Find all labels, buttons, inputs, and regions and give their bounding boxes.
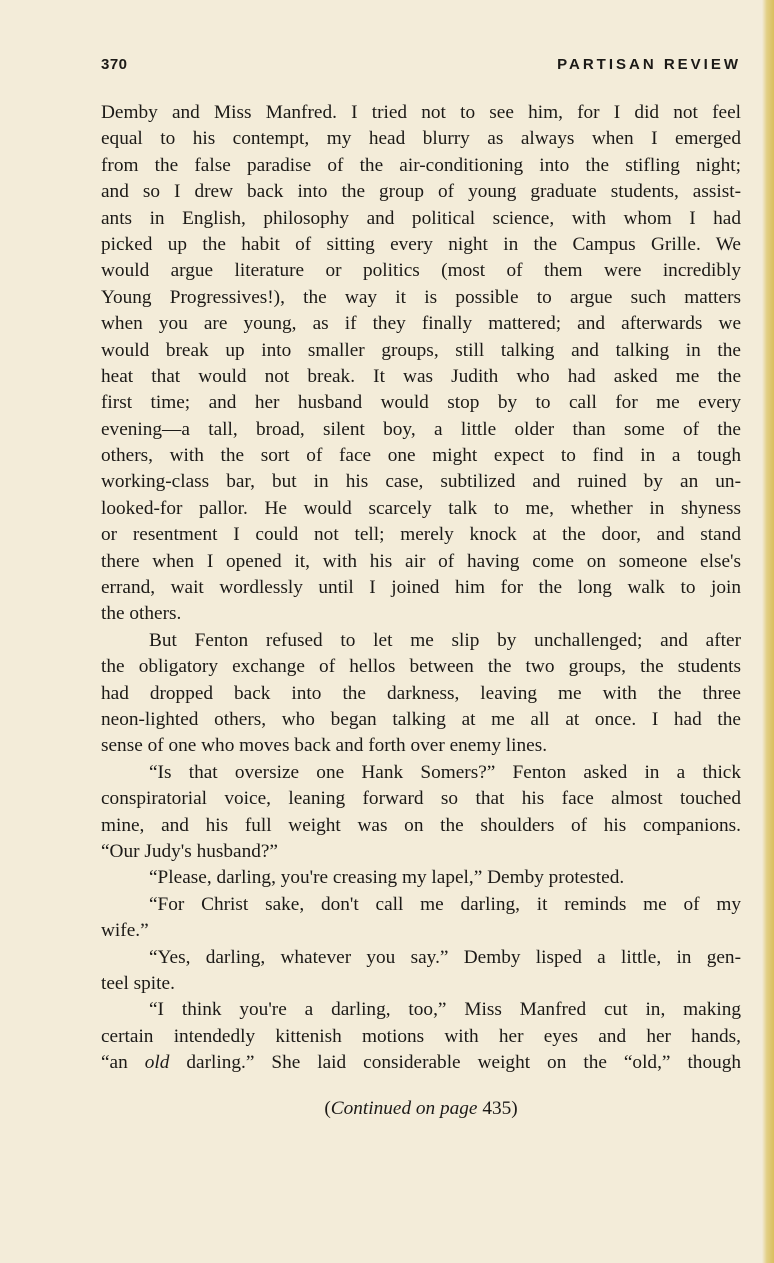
text-line: the others.	[101, 603, 182, 625]
text-line: mine, and his full weight was on the shoulders of his companions.	[101, 814, 741, 836]
page-header	[101, 56, 741, 80]
text-line: But Fenton refused to let me slip by unchallenged; and after	[149, 629, 741, 651]
text-line: “an old darling.” She laid considerable weight on the “old,” though	[101, 1052, 742, 1074]
text-line: certain intendedly kittenish motions with her eyes and her hands,	[101, 1025, 741, 1047]
continued-label: Continued on page	[330, 1098, 478, 1119]
text-line: neon-lighted others, who began talking at me all at once. I had the	[101, 708, 741, 730]
text-line: errand, wait wordlessly until I joined him for the long walk to join	[101, 577, 741, 599]
text-line: first time; and her husband would stop by to call for me every	[101, 392, 741, 414]
text-line: working-class bar, but in his case, subtilized and ruined by an un-	[101, 471, 741, 493]
text-line: the obligatory exchange of hellos between the two groups, the students	[101, 656, 741, 678]
text-line: and so I drew back into the group of young graduate students, assist-	[101, 181, 741, 203]
text-line: would argue literature or politics (most of them were incredibly	[101, 260, 741, 282]
text-line: there when I opened it, with his air of having come on someone else's	[101, 550, 741, 572]
text-line: would break up into smaller groups, still talking and talking in the	[101, 339, 741, 361]
body-text	[101, 100, 741, 1076]
text-line: “Yes, darling, whatever you say.” Demby lisped a little, in gen-	[149, 946, 741, 968]
text-line: picked up the habit of sitting every night in the Campus Grille. We	[101, 233, 741, 255]
text-line: others, with the sort of face one might expect to find in a tough	[101, 445, 741, 467]
text-line: conspiratorial voice, leaning forward so that his face almost touched	[101, 788, 741, 810]
text-line: “Our Judy's husband?”	[101, 840, 278, 862]
text-line: ants in English, philosophy and political science, with whom I had	[101, 207, 741, 229]
text-line: “Please, darling, you're creasing my lapel,” Demby protested.	[149, 867, 625, 889]
text-line: when you are young, as if they finally mattered; and afterwards we	[101, 313, 741, 335]
text-line: Young Progressives!), the way it is possible to argue such matters	[101, 286, 741, 308]
page-number: 370	[101, 56, 128, 73]
text-line: “I think you're a darling, too,” Miss Manfred cut in, making	[149, 999, 741, 1021]
text-line: “Is that oversize one Hank Somers?” Fenton asked in a thick	[149, 761, 741, 783]
text-line: equal to his contempt, my head blurry as always when I emerged	[101, 128, 741, 150]
continued-note	[101, 1098, 741, 1120]
text-line: “For Christ sake, don't call me darling, it reminds me of my	[149, 893, 741, 915]
text-line: evening—a tall, broad, silent boy, a little older than some of the	[101, 418, 741, 440]
text-line: or resentment I could not tell; merely knock at the door, and stand	[101, 524, 741, 546]
text-line: wife.”	[101, 920, 149, 942]
continued-page-number: 435	[482, 1098, 512, 1119]
text-line: looked-for pallor. He would scarcely talk to me, whether in shyness	[101, 497, 741, 519]
text-line: teel spite.	[101, 972, 175, 994]
text-line: Demby and Miss Manfred. I tried not to see him, for I did not feel	[101, 102, 741, 123]
running-head: PARTISAN REVIEW	[557, 56, 741, 73]
text-line: had dropped back into the darkness, leaving me with the three	[101, 682, 741, 704]
text-line: sense of one who moves back and forth over enemy lines.	[101, 735, 548, 757]
text-line: from the false paradise of the air-conditioning into the stifling night;	[101, 154, 741, 176]
page-edge	[762, 0, 774, 1263]
continued-open-paren: (	[324, 1098, 331, 1119]
continued-close-paren: )	[511, 1098, 518, 1119]
text-line: heat that would not break. It was Judith who had asked me the	[101, 365, 741, 387]
